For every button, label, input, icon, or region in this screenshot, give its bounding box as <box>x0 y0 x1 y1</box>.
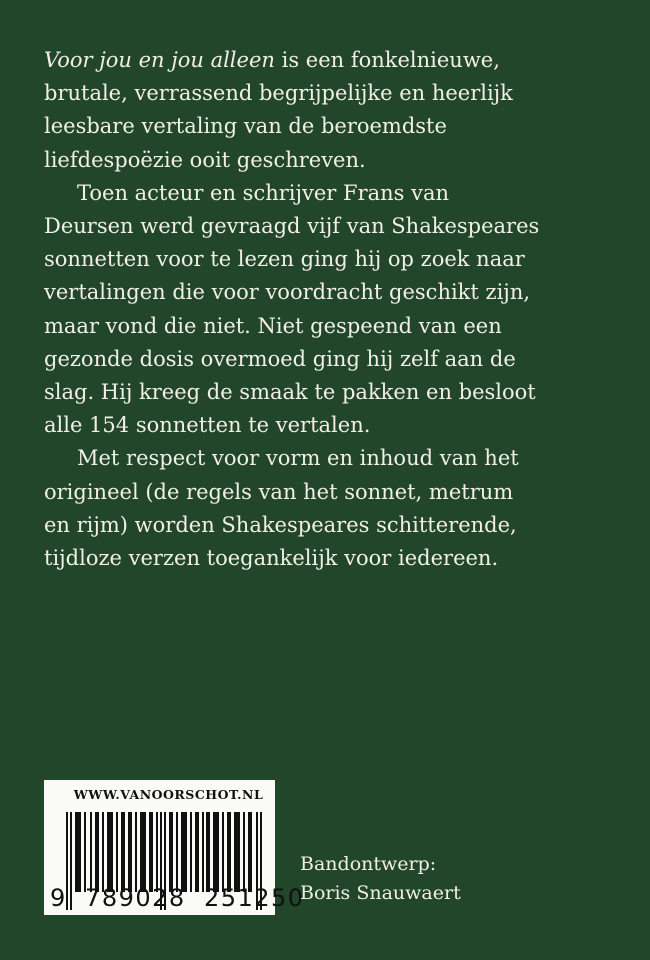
credit-label: Bandontwerp: <box>300 853 437 875</box>
blurb-line: tijdloze verzen toegankelijk voor iedereen. <box>44 546 499 571</box>
blurb-line: leesbare vertaling van de beroemdste <box>44 114 447 139</box>
isbn-number: 9 789028 251250 <box>50 884 305 912</box>
blurb-line: slag. Hij kreeg de smaak te pakken en besloot <box>44 380 536 405</box>
cover-design-credit <box>300 850 461 908</box>
blurb-line: maar vond die niet. Niet gespeend van een <box>44 313 502 338</box>
blurb-line: liefdespoëzie ooit geschreven. <box>44 147 366 172</box>
blurb-line: Deursen werd gevraagd vijf van Shakespeares <box>44 214 540 239</box>
back-cover-blurb <box>44 44 604 575</box>
blurb-line: alle 154 sonnetten te vertalen. <box>44 413 371 438</box>
blurb-paragraph-3 <box>44 442 604 575</box>
publisher-url: WWW.VANOORSCHOT.NL <box>73 787 264 802</box>
blurb-line: gezonde dosis overmoed ging hij zelf aan de <box>44 346 516 371</box>
blurb-line: brutale, verrassend begrijpelijke en heerlijk <box>44 81 513 106</box>
blurb-line: sonnetten voor te lezen ging hij op zoek naar <box>44 247 525 272</box>
blurb-line: en rijm) worden Shakespeares schitterende, <box>44 512 517 537</box>
blurb-line: Met respect voor vorm en inhoud van het <box>77 446 519 471</box>
blurb-line: Toen acteur en schrijver Frans van <box>77 180 450 205</box>
isbn-barcode <box>44 780 305 915</box>
blurb-line: vertalingen die voor voordracht geschikt zijn, <box>44 280 531 305</box>
blurb-line: origineel (de regels van het sonnet, metrum <box>44 479 514 504</box>
blurb-line: Voor jou en jou alleen is een fonkelnieuwe, <box>44 48 500 72</box>
book-title: Voor jou en jou alleen <box>44 48 275 72</box>
blurb-paragraph-1 <box>44 44 604 177</box>
credit-name: Boris Snauwaert <box>300 882 461 904</box>
blurb-paragraph-2 <box>44 177 604 443</box>
